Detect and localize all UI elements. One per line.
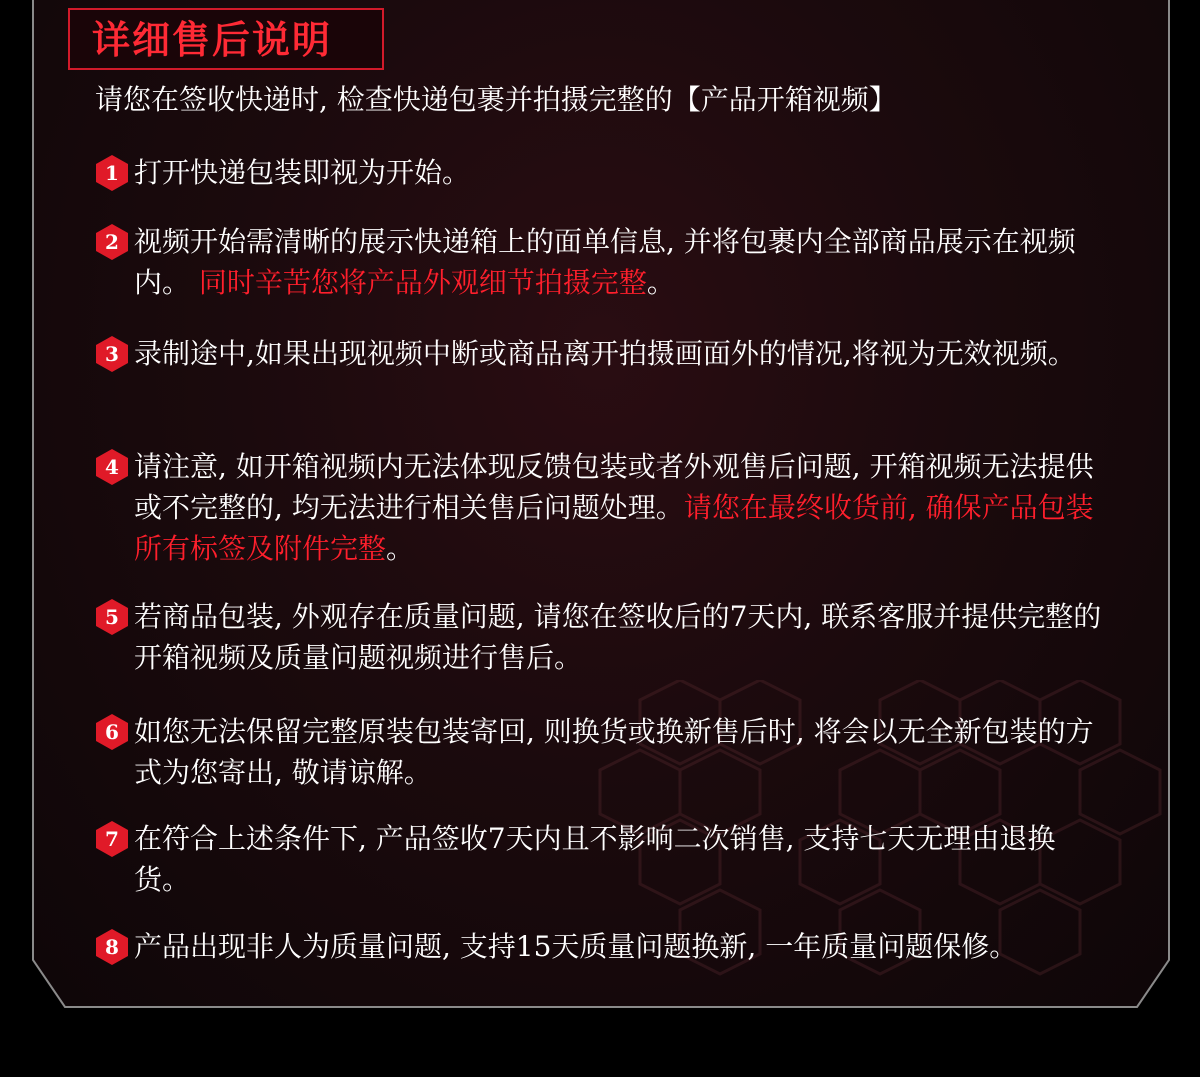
- hexagon-number-badge-icon: [93, 820, 131, 858]
- badge-number: 8: [105, 935, 119, 959]
- item-body: 录制途中,如果出现视频中断或商品离开拍摄画面外的情况,将视为无效视频。: [134, 337, 1076, 370]
- badge-number: 7: [105, 827, 119, 851]
- item-highlight: 同时辛苦您将产品外观细节拍摄完整: [198, 266, 647, 299]
- item-text: [134, 446, 1102, 569]
- badge-number: 5: [105, 605, 119, 629]
- item-body: 请注意, 如开箱视频内无法体现反馈包装或者外观售后问题, 开箱视频无法提供或不完整的, 均无法进行相关售后问题处理。: [134, 450, 1094, 524]
- page-title: 详细售后说明: [92, 18, 333, 62]
- item-text: [134, 152, 1102, 193]
- item-body: 若商品包装, 外观存在质量问题, 请您在签收后的7天内, 联系客服并提供完整的开箱视频及质量问题视频进行售后。: [134, 600, 1102, 674]
- badge-number: 6: [105, 720, 119, 744]
- hexagon-number-badge-icon: [93, 154, 131, 192]
- hexagon-number-badge-icon: [93, 598, 131, 636]
- intro-text: 请您在签收快递时, 检查快递包裹并拍摄完整的【产品开箱视频】: [95, 83, 897, 116]
- badge-number: 4: [105, 455, 119, 479]
- title-box: [68, 8, 384, 70]
- item-body: 视频开始需清晰的展示快递箱上的面单信息, 并将包裹内全部商品展示在视频内。: [134, 225, 1076, 299]
- hexagon-number-badge-icon: [93, 928, 131, 966]
- hexagon-number-badge-icon: [93, 335, 131, 373]
- item-tail: 。: [386, 532, 415, 565]
- item-text: [134, 926, 1102, 967]
- item-text: [134, 221, 1102, 303]
- item-text: [134, 333, 1102, 374]
- badge-number: 3: [105, 342, 119, 366]
- item-body: 产品出现非人为质量问题, 支持15天质量问题换新, 一年质量问题保修。: [134, 930, 1018, 963]
- item-tail: 。: [646, 266, 675, 299]
- hexagon-number-badge-icon: [93, 223, 131, 261]
- hexagon-number-badge-icon: [93, 713, 131, 751]
- item-text: [134, 818, 1102, 900]
- item-body: 打开快递包装即视为开始。: [134, 156, 471, 189]
- item-text: [134, 711, 1102, 793]
- item-text: [134, 596, 1102, 678]
- item-highlight: 请您在最终收货前, 确保产品包装所有标签及附件完整: [134, 491, 1094, 565]
- badge-number: 2: [105, 230, 119, 254]
- item-body: 在符合上述条件下, 产品签收7天内且不影响二次销售, 支持七天无理由退换货。: [134, 822, 1056, 896]
- badge-number: 1: [105, 161, 119, 185]
- item-body: 如您无法保留完整原装包装寄回, 则换货或换新售后时, 将会以无全新包装的方式为您寄出, 敬请谅解。: [134, 715, 1094, 789]
- hexagon-number-badge-icon: [93, 448, 131, 486]
